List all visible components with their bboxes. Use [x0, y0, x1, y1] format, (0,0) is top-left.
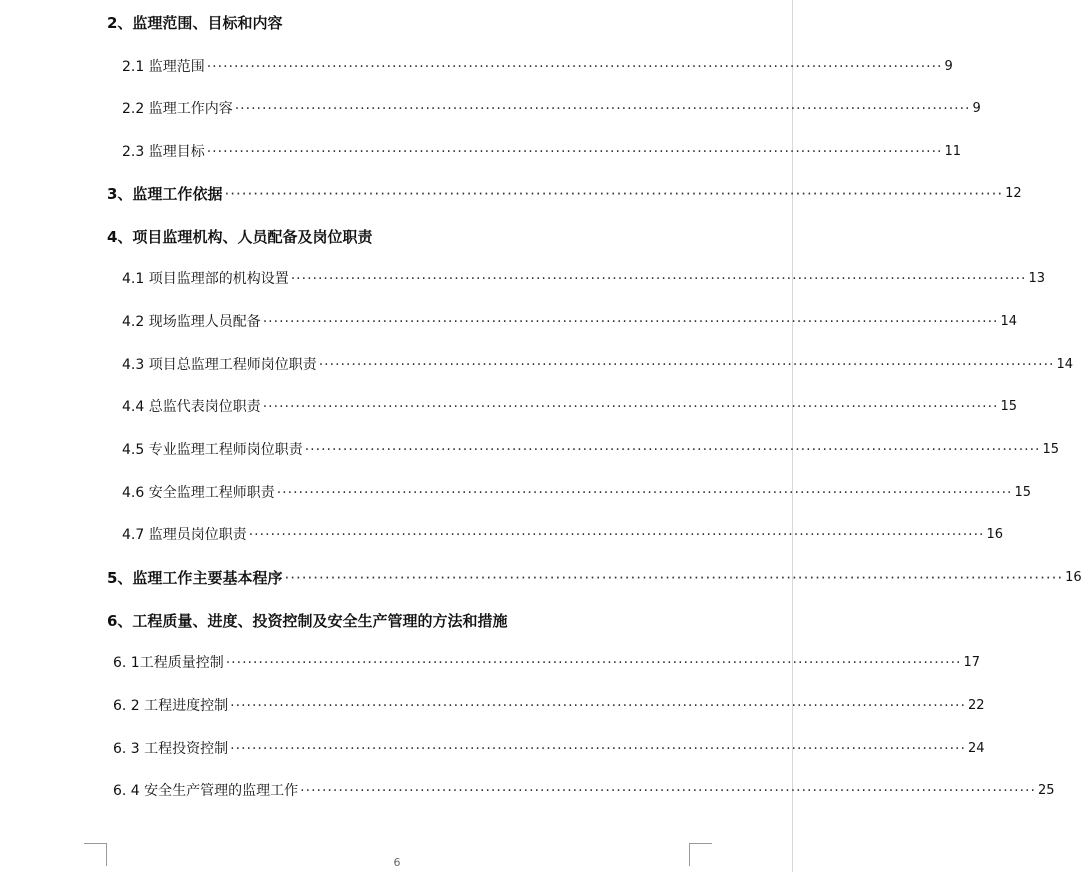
- toc-page-number: 14: [1056, 357, 1074, 372]
- toc-page-number: 16: [1065, 570, 1082, 585]
- page-number: 6: [393, 856, 401, 869]
- dot-leader: ·······································································································································: [290, 271, 1027, 287]
- toc-label: 4.1 项目监理部的机构设置: [122, 271, 289, 287]
- toc-page-number: 15: [1000, 399, 1018, 414]
- toc-label: 4.3 项目总监理工程师岗位职责: [122, 357, 317, 373]
- toc-entry-4-7[interactable]: [122, 525, 1004, 545]
- toc-page-number: 15: [1014, 485, 1032, 500]
- dot-leader: ·······································································································································: [248, 527, 985, 543]
- toc-entry-2-3[interactable]: [122, 142, 962, 162]
- toc-entry-6[interactable]: [107, 611, 507, 631]
- toc-label: 4.7 监理员岗位职责: [122, 527, 247, 543]
- toc-page-number: 14: [1000, 314, 1018, 329]
- dot-leader: ·······································································································································: [206, 144, 943, 160]
- dot-leader: ·······································································································································: [300, 783, 1036, 799]
- toc-label: 2.3 监理目标: [122, 144, 205, 160]
- toc-label: 6、工程质量、进度、投资控制及安全生产管理的方法和措施: [107, 612, 508, 630]
- toc-page-number: 16: [986, 527, 1004, 542]
- toc-label: 4.6 安全监理工程师职责: [122, 485, 275, 501]
- dot-leader: ·······································································································································: [318, 357, 1055, 373]
- toc-page-number: 17: [963, 655, 981, 670]
- toc-entry-2-2[interactable]: [122, 99, 981, 119]
- dot-leader: ·······································································································································: [284, 569, 1064, 587]
- toc-entry-2-1[interactable]: [122, 57, 953, 77]
- dot-leader: ·······································································································································: [262, 314, 999, 330]
- toc-label: 2.2 监理工作内容: [122, 101, 233, 117]
- toc-entry-4-3[interactable]: [122, 355, 1074, 375]
- margin-corner-mark-left: [84, 843, 107, 866]
- toc-entry-4-1[interactable]: [122, 269, 1046, 289]
- toc-entry-6-2[interactable]: [113, 696, 985, 716]
- toc-entry-6-1[interactable]: [113, 653, 981, 673]
- toc-page-number: 24: [967, 741, 985, 756]
- toc-entry-6-3[interactable]: [113, 739, 985, 759]
- dot-leader: ·······································································································································: [276, 485, 1013, 501]
- toc-entry-2[interactable]: [107, 13, 282, 33]
- dot-leader: ·······································································································································: [230, 698, 966, 714]
- toc-label: 6. 4 安全生产管理的监理工作: [113, 783, 299, 799]
- toc-page-number: 11: [944, 144, 962, 159]
- toc-page-number: 22: [967, 698, 985, 713]
- dot-leader: ·······································································································································: [206, 59, 943, 75]
- toc-entry-4-2[interactable]: [122, 312, 1018, 332]
- toc-page-number: 12: [1005, 186, 1022, 201]
- toc-label: 5、监理工作主要基本程序: [107, 569, 283, 587]
- margin-corner-mark-right: [689, 843, 712, 866]
- toc-label: 4.4 总监代表岗位职责: [122, 399, 261, 415]
- dot-leader: ·······································································································································: [234, 101, 971, 117]
- toc-label: 3、监理工作依据: [107, 185, 223, 203]
- toc-page-number: 9: [972, 101, 981, 116]
- dot-leader: ·······································································································································: [224, 185, 1004, 203]
- dot-leader: ·······································································································································: [225, 655, 962, 671]
- toc-entry-5[interactable]: [107, 568, 1082, 588]
- dot-leader: ·······································································································································: [304, 442, 1041, 458]
- toc-label: 2、监理范围、目标和内容: [107, 14, 283, 32]
- toc-entry-3[interactable]: [107, 184, 1022, 204]
- toc-label: 6. 1工程质量控制: [113, 655, 224, 671]
- toc-entry-4[interactable]: [107, 227, 372, 247]
- toc-entry-4-5[interactable]: [122, 440, 1060, 460]
- dot-leader: ·······································································································································: [230, 741, 966, 757]
- toc-label: 6. 2 工程进度控制: [113, 698, 229, 714]
- toc-label: 6. 3 工程投资控制: [113, 741, 229, 757]
- toc-entry-6-4[interactable]: [113, 781, 1055, 801]
- toc-page-number: 9: [944, 59, 953, 74]
- toc-page-number: 25: [1037, 783, 1055, 798]
- toc-page-number: 13: [1028, 271, 1046, 286]
- toc-label: 4.2 现场监理人员配备: [122, 314, 261, 330]
- toc-entry-4-6[interactable]: [122, 483, 1032, 503]
- toc-page-number: 15: [1042, 442, 1060, 457]
- toc-entry-4-4[interactable]: [122, 397, 1018, 417]
- toc-label: 4.5 专业监理工程师岗位职责: [122, 442, 303, 458]
- toc-label: 4、项目监理机构、人员配备及岗位职责: [107, 228, 373, 246]
- dot-leader: ·······································································································································: [262, 399, 999, 415]
- toc-label: 2.1 监理范围: [122, 59, 205, 75]
